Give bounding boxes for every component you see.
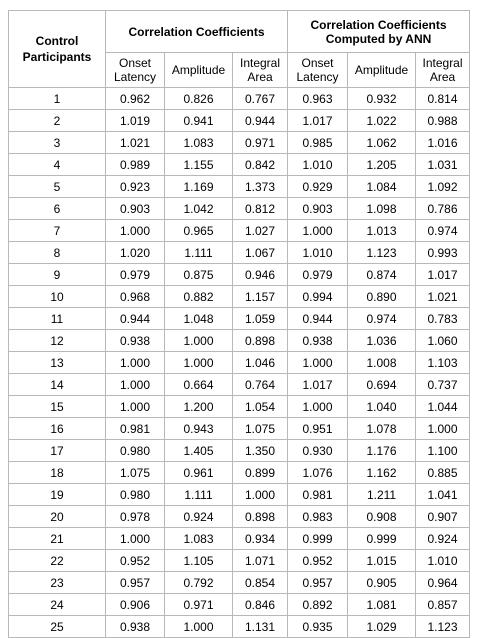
table-row	[9, 110, 470, 132]
integral-area-cell: 1.071	[233, 550, 288, 572]
ann-amplitude-cell: 1.013	[348, 220, 416, 242]
ann-amplitude-cell: 1.040	[348, 396, 416, 418]
table-header	[9, 11, 470, 88]
table-row	[9, 528, 470, 550]
onset-latency-cell: 1.019	[106, 110, 165, 132]
integral-area-cell: 0.934	[233, 528, 288, 550]
amplitude-cell: 0.961	[165, 462, 233, 484]
onset-latency-cell: 0.944	[106, 308, 165, 330]
onset-latency-cell: 0.981	[106, 418, 165, 440]
participant-number-cell: 9	[9, 264, 106, 286]
ann-onset-latency-cell: 1.010	[288, 154, 348, 176]
ann-integral-area-cell: 1.044	[416, 396, 470, 418]
group-header-row	[9, 11, 470, 53]
ann-onset-latency-cell: 0.951	[288, 418, 348, 440]
table-row	[9, 594, 470, 616]
ann-integral-area-cell: 1.041	[416, 484, 470, 506]
sub-header-line: Onset	[301, 56, 334, 70]
table-row	[9, 440, 470, 462]
amplitude-cell: 1.111	[165, 484, 233, 506]
table-row	[9, 462, 470, 484]
ann-amplitude-cell: 0.932	[348, 88, 416, 110]
integral-area-cell: 1.075	[233, 418, 288, 440]
ann-onset-latency-cell: 0.944	[288, 308, 348, 330]
integral-area-cell: 0.842	[233, 154, 288, 176]
table-row	[9, 286, 470, 308]
participant-number-cell: 12	[9, 330, 106, 352]
amplitude-cell: 1.200	[165, 396, 233, 418]
sub-header-line: Amplitude	[171, 63, 226, 77]
integral-area-cell: 1.027	[233, 220, 288, 242]
amplitude-cell: 1.169	[165, 176, 233, 198]
ann-integral-area-cell: 0.814	[416, 88, 470, 110]
ann-amplitude-cell: 0.908	[348, 506, 416, 528]
integral-area-cell: 1.131	[233, 616, 288, 638]
amplitude-cell: 0.826	[165, 88, 233, 110]
ann-amplitude-cell: 0.874	[348, 264, 416, 286]
onset-latency-cell: 0.903	[106, 198, 165, 220]
amplitude-cell: 1.000	[165, 330, 233, 352]
onset-latency-cell: 1.000	[106, 374, 165, 396]
onset-latency-cell: 1.000	[106, 352, 165, 374]
table-row	[9, 176, 470, 198]
ann-integral-area-cell: 0.786	[416, 198, 470, 220]
integral-area-cell: 1.350	[233, 440, 288, 462]
correlation-table	[8, 10, 470, 638]
integral-area-cell: 1.059	[233, 308, 288, 330]
participant-number-cell: 4	[9, 154, 106, 176]
ann-amplitude-cell: 1.029	[348, 616, 416, 638]
participant-number-cell: 25	[9, 616, 106, 638]
ann-amplitude-cell: 0.974	[348, 308, 416, 330]
onset-latency-cell: 0.906	[106, 594, 165, 616]
integral-area-cell: 1.046	[233, 352, 288, 374]
table-row	[9, 616, 470, 638]
ann-onset-latency-cell: 0.930	[288, 440, 348, 462]
onset-latency-cell: 1.021	[106, 132, 165, 154]
ann-amplitude-cell: 1.036	[348, 330, 416, 352]
ann-amplitude-cell: 0.890	[348, 286, 416, 308]
amplitude-cell: 1.083	[165, 528, 233, 550]
group-header-ann-line-2: Computed by ANN	[325, 31, 432, 46]
participant-number-cell: 16	[9, 418, 106, 440]
ann-onset-latency-cell: 0.983	[288, 506, 348, 528]
table-row	[9, 572, 470, 594]
participant-number-cell: 10	[9, 286, 106, 308]
sub-header-ann-integral-area	[416, 53, 470, 88]
amplitude-cell: 0.882	[165, 286, 233, 308]
sub-header-line: Latency	[113, 70, 157, 84]
table-row	[9, 352, 470, 374]
table-container	[8, 10, 470, 638]
integral-area-cell: 0.767	[233, 88, 288, 110]
amplitude-cell: 1.000	[165, 616, 233, 638]
ann-integral-area-cell: 0.924	[416, 528, 470, 550]
sub-header-line: Amplitude	[354, 63, 409, 77]
onset-latency-cell: 0.980	[106, 440, 165, 462]
ann-amplitude-cell: 1.162	[348, 462, 416, 484]
ann-amplitude-cell: 1.176	[348, 440, 416, 462]
sub-header-integral-area	[233, 53, 288, 88]
ann-amplitude-cell: 0.999	[348, 528, 416, 550]
participant-number-cell: 5	[9, 176, 106, 198]
table-row	[9, 374, 470, 396]
participant-number-cell: 6	[9, 198, 106, 220]
amplitude-cell: 1.105	[165, 550, 233, 572]
participant-number-cell: 22	[9, 550, 106, 572]
ann-onset-latency-cell: 1.000	[288, 396, 348, 418]
onset-latency-cell: 0.989	[106, 154, 165, 176]
ann-integral-area-cell: 0.974	[416, 220, 470, 242]
ann-onset-latency-cell: 0.963	[288, 88, 348, 110]
amplitude-cell: 1.155	[165, 154, 233, 176]
integral-area-cell: 0.944	[233, 110, 288, 132]
participant-number-cell: 21	[9, 528, 106, 550]
sub-header-line: Integral	[239, 56, 281, 70]
integral-area-cell: 1.054	[233, 396, 288, 418]
table-row	[9, 242, 470, 264]
ann-integral-area-cell: 1.017	[416, 264, 470, 286]
table-row	[9, 396, 470, 418]
ann-integral-area-cell: 0.964	[416, 572, 470, 594]
onset-latency-cell: 0.938	[106, 330, 165, 352]
integral-area-cell: 1.067	[233, 242, 288, 264]
ann-amplitude-cell: 0.694	[348, 374, 416, 396]
ann-amplitude-cell: 1.081	[348, 594, 416, 616]
amplitude-cell: 1.048	[165, 308, 233, 330]
table-row	[9, 88, 470, 110]
ann-amplitude-cell: 1.008	[348, 352, 416, 374]
ann-integral-area-cell: 1.123	[416, 616, 470, 638]
participant-number-cell: 3	[9, 132, 106, 154]
ann-amplitude-cell: 1.078	[348, 418, 416, 440]
ann-amplitude-cell: 1.205	[348, 154, 416, 176]
table-row	[9, 198, 470, 220]
sub-header-line: Onset	[118, 56, 151, 70]
ann-integral-area-cell: 0.737	[416, 374, 470, 396]
onset-latency-cell: 0.968	[106, 286, 165, 308]
amplitude-cell: 0.965	[165, 220, 233, 242]
ann-integral-area-cell: 0.993	[416, 242, 470, 264]
amplitude-cell: 1.405	[165, 440, 233, 462]
onset-latency-cell: 1.020	[106, 242, 165, 264]
ann-amplitude-cell: 0.905	[348, 572, 416, 594]
ann-amplitude-cell: 1.022	[348, 110, 416, 132]
integral-area-cell: 0.899	[233, 462, 288, 484]
integral-area-cell: 1.157	[233, 286, 288, 308]
integral-area-cell: 1.000	[233, 484, 288, 506]
participant-number-cell: 2	[9, 110, 106, 132]
ann-onset-latency-cell: 0.903	[288, 198, 348, 220]
participants-header-line-1: Control	[35, 34, 79, 48]
amplitude-cell: 0.875	[165, 264, 233, 286]
participant-number-cell: 19	[9, 484, 106, 506]
amplitude-cell: 0.941	[165, 110, 233, 132]
ann-onset-latency-cell: 0.981	[288, 484, 348, 506]
table-row	[9, 330, 470, 352]
amplitude-cell: 0.943	[165, 418, 233, 440]
participant-number-cell: 17	[9, 440, 106, 462]
participant-number-cell: 7	[9, 220, 106, 242]
table-row	[9, 220, 470, 242]
onset-latency-cell: 1.075	[106, 462, 165, 484]
ann-onset-latency-cell: 1.076	[288, 462, 348, 484]
group-header-correlation	[106, 11, 288, 53]
onset-latency-cell: 0.979	[106, 264, 165, 286]
ann-amplitude-cell: 1.123	[348, 242, 416, 264]
table-row	[9, 132, 470, 154]
group-header-ann-line-1: Correlation Coefficients	[310, 17, 447, 32]
ann-integral-area-cell: 1.031	[416, 154, 470, 176]
ann-integral-area-cell: 1.060	[416, 330, 470, 352]
sub-header-onset-latency	[106, 53, 165, 88]
ann-amplitude-cell: 1.015	[348, 550, 416, 572]
ann-integral-area-cell: 0.783	[416, 308, 470, 330]
ann-onset-latency-cell: 0.935	[288, 616, 348, 638]
sub-header-line: Area	[429, 70, 456, 84]
participant-number-cell: 1	[9, 88, 106, 110]
ann-onset-latency-cell: 0.994	[288, 286, 348, 308]
amplitude-cell: 0.971	[165, 594, 233, 616]
table-row	[9, 308, 470, 330]
table-row	[9, 264, 470, 286]
onset-latency-cell: 0.923	[106, 176, 165, 198]
participants-header-line-2: Participants	[22, 50, 92, 64]
ann-onset-latency-cell: 0.999	[288, 528, 348, 550]
ann-integral-area-cell: 1.103	[416, 352, 470, 374]
onset-latency-cell: 0.978	[106, 506, 165, 528]
participant-number-cell: 24	[9, 594, 106, 616]
amplitude-cell: 1.111	[165, 242, 233, 264]
table-row	[9, 506, 470, 528]
ann-onset-latency-cell: 0.929	[288, 176, 348, 198]
ann-onset-latency-cell: 1.010	[288, 242, 348, 264]
ann-onset-latency-cell: 1.017	[288, 110, 348, 132]
participants-header	[9, 11, 106, 88]
sub-header-line: Area	[247, 70, 273, 84]
onset-latency-cell: 1.000	[106, 220, 165, 242]
sub-header-ann-onset-latency	[288, 53, 348, 88]
sub-header-ann-amplitude	[348, 53, 416, 88]
onset-latency-cell: 0.938	[106, 616, 165, 638]
ann-onset-latency-cell: 1.000	[288, 352, 348, 374]
integral-area-cell: 0.898	[233, 330, 288, 352]
amplitude-cell: 1.083	[165, 132, 233, 154]
amplitude-cell: 1.000	[165, 352, 233, 374]
amplitude-cell: 0.792	[165, 572, 233, 594]
onset-latency-cell: 0.980	[106, 484, 165, 506]
ann-onset-latency-cell: 1.017	[288, 374, 348, 396]
onset-latency-cell: 0.962	[106, 88, 165, 110]
onset-latency-cell: 0.952	[106, 550, 165, 572]
ann-amplitude-cell: 1.211	[348, 484, 416, 506]
ann-onset-latency-cell: 0.957	[288, 572, 348, 594]
integral-area-cell: 0.764	[233, 374, 288, 396]
ann-integral-area-cell: 1.021	[416, 286, 470, 308]
integral-area-cell: 1.373	[233, 176, 288, 198]
group-header-correlation-label: Correlation Coefficients	[128, 24, 265, 39]
integral-area-cell: 0.971	[233, 132, 288, 154]
participant-number-cell: 20	[9, 506, 106, 528]
participant-number-cell: 11	[9, 308, 106, 330]
table-body	[9, 88, 470, 638]
amplitude-cell: 0.664	[165, 374, 233, 396]
ann-integral-area-cell: 0.907	[416, 506, 470, 528]
table-row	[9, 484, 470, 506]
ann-amplitude-cell: 1.098	[348, 198, 416, 220]
ann-integral-area-cell: 0.885	[416, 462, 470, 484]
participant-number-cell: 14	[9, 374, 106, 396]
ann-integral-area-cell: 1.100	[416, 440, 470, 462]
ann-onset-latency-cell: 0.938	[288, 330, 348, 352]
ann-onset-latency-cell: 0.985	[288, 132, 348, 154]
participant-number-cell: 18	[9, 462, 106, 484]
sub-header-line: Integral	[422, 56, 463, 70]
group-header-ann	[288, 11, 470, 53]
ann-onset-latency-cell: 1.000	[288, 220, 348, 242]
ann-integral-area-cell: 1.092	[416, 176, 470, 198]
ann-integral-area-cell: 0.857	[416, 594, 470, 616]
ann-onset-latency-cell: 0.892	[288, 594, 348, 616]
participant-number-cell: 8	[9, 242, 106, 264]
participant-number-cell: 13	[9, 352, 106, 374]
ann-amplitude-cell: 1.084	[348, 176, 416, 198]
amplitude-cell: 1.042	[165, 198, 233, 220]
table-row	[9, 154, 470, 176]
onset-latency-cell: 1.000	[106, 528, 165, 550]
ann-integral-area-cell: 1.010	[416, 550, 470, 572]
onset-latency-cell: 0.957	[106, 572, 165, 594]
integral-area-cell: 0.854	[233, 572, 288, 594]
table-row	[9, 418, 470, 440]
onset-latency-cell: 1.000	[106, 396, 165, 418]
table-row	[9, 550, 470, 572]
integral-area-cell: 0.898	[233, 506, 288, 528]
ann-integral-area-cell: 1.000	[416, 418, 470, 440]
ann-integral-area-cell: 1.016	[416, 132, 470, 154]
amplitude-cell: 0.924	[165, 506, 233, 528]
ann-amplitude-cell: 1.062	[348, 132, 416, 154]
integral-area-cell: 0.812	[233, 198, 288, 220]
participant-number-cell: 23	[9, 572, 106, 594]
ann-integral-area-cell: 0.988	[416, 110, 470, 132]
ann-onset-latency-cell: 0.952	[288, 550, 348, 572]
ann-onset-latency-cell: 0.979	[288, 264, 348, 286]
participant-number-cell: 15	[9, 396, 106, 418]
sub-header-line: Latency	[296, 70, 339, 84]
integral-area-cell: 0.846	[233, 594, 288, 616]
integral-area-cell: 0.946	[233, 264, 288, 286]
sub-header-amplitude	[165, 53, 233, 88]
